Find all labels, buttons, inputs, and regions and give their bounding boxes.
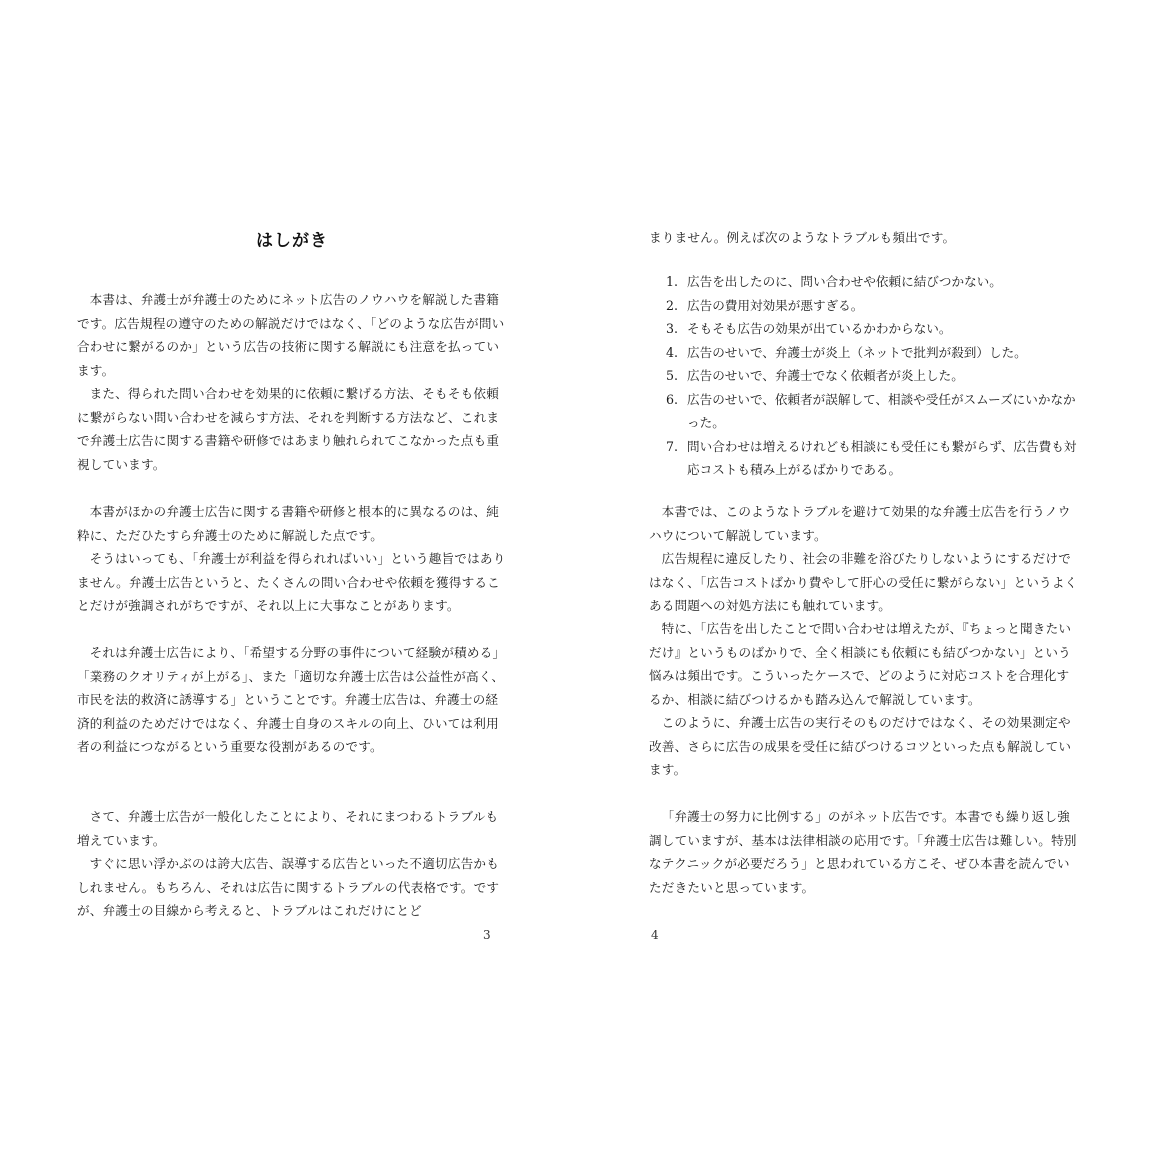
page-number: 4 [651,928,659,942]
list-item [649,364,1079,388]
body-paragraph: 「弁護士の努力に比例する」のがネット広告です。本書でも繰り返し強調していますが、基本は法律相談の応用です。「弁護士広告は難しい。特別なテクニックが必要だろう」と思われている方こそ、ぜひ本書を読んでいただきたいと思っています。 [649,809,1077,895]
list-item [649,388,1079,435]
body-paragraph: そうはいっても、「弁護士が利益を得られればいい」という趣旨ではありません。弁護士広告というと、たくさんの問い合わせや依頼を獲得することだけが強調されがちですが、それ以上に大事なことがあります。 [77,551,506,613]
list-text: そもそも広告の効果が出ているかわからない。 [687,321,952,336]
list-number: 1. [666,274,679,289]
list-number: 4. [666,344,679,360]
list-item [649,435,1079,482]
list-number: 3. [666,321,679,336]
body-paragraph: また、得られた問い合わせを効果的に依頼に繋げる方法、そもそも依頼に繋がらない問い合わせを減らす方法、それを判断する方法など、これまで弁護士広告に関する書籍や研修ではあまり触れられてこなかった点も重視しています。 [77,386,500,472]
list-text: 広告の費用対効果が悪すぎる。 [687,297,864,313]
body-paragraph: 本書がほかの弁護士広告に関する書籍や研修と根本的に異なるのは、純粋に、ただひたすら弁護士のために解説した点です。 [77,504,499,543]
body-paragraph: 広告規程に違反したり、社会の非難を浴びたりしないようにするだけではなく、「広告コストばかり費やして肝心の受任に繋がらない」というよくある問題への対処方法にも触れています。 [649,551,1078,613]
list-number: 7. [666,438,679,454]
continued-paragraph: まりません。例えば次のようなトラブルも頻出です。 [649,230,956,245]
page-title: はしがき [256,231,328,251]
list-text: 広告のせいで、弁護士が炎上（ネットで批判が殺到）した。 [687,344,1027,360]
trouble-list [649,270,1079,482]
body-paragraph: このように、弁護士広告の実行そのものだけではなく、その効果測定や改善、さらに広告の成果を受任に結びつけるコツといった点も解説しています。 [649,715,1072,777]
body-paragraph: 本書は、弁護士が弁護士のためにネット広告のノウハウを解説した書籍です。広告規程の遵守のための解説だけではなく、「どのような広告が問い合わせに繋がるのか」という広告の技術に関する解説にも注意を払っています。 [77,292,505,378]
list-number: 5. [666,368,679,383]
page-number: 3 [483,928,491,942]
body-paragraph: 本書では、このようなトラブルを避けて効果的な弁護士広告を行うノウハウについて解説しています。 [649,504,1071,543]
body-paragraph: すぐに思い浮かぶのは誇大広告、誤導する広告といった不適切広告かもしれません。もちろん、それは広告に関するトラブルの代表格です。ですが、弁護士の目線から考えると、トラブルはこれだけにとど [77,856,500,918]
list-item [649,294,1079,318]
list-number: 6. [666,391,679,407]
body-paragraph: さて、弁護士広告が一般化したことにより、それにまつわるトラブルも増えています。 [77,809,499,848]
list-text: 問い合わせは増えるけれども相談にも受任にも繋がらず、広告費も対応コストも積み上がるばかりである。 [687,438,1077,477]
list-item [649,341,1079,365]
list-text: 広告のせいで、依頼者が誤解して、相談や受任がスムーズにいかなかった。 [687,391,1076,430]
list-number: 2. [666,297,679,313]
body-paragraph: 特に、「広告を出したことで問い合わせは増えたが、『ちょっと聞きたいだけ』というものばかりで、全く相談にも依頼にも結びつかない」という悩みは頻出です。こういったケースで、どのように対応コストを合理化するか、相談に結びつけるかも踏み込んで解説しています。 [649,621,1072,707]
list-text: 広告を出したのに、問い合わせや依頼に結びつかない。 [687,274,1002,289]
list-item [649,270,1079,294]
list-item [649,317,1079,341]
list-text: 広告のせいで、弁護士でなく依頼者が炎上した。 [687,368,964,383]
body-paragraph: それは弁護士広告により、「希望する分野の事件について経験が積める」「業務のクオリティが上がる」、また「適切な弁護士広告は公益性が高く、市民を法的救済に誘導する」ということです。弁護士広告は、弁護士の経済的利益のためだけではなく、弁護士自身のスキルの向上、ひいては利用者の利益につながるという重要な役割があるのです。 [77,645,506,754]
